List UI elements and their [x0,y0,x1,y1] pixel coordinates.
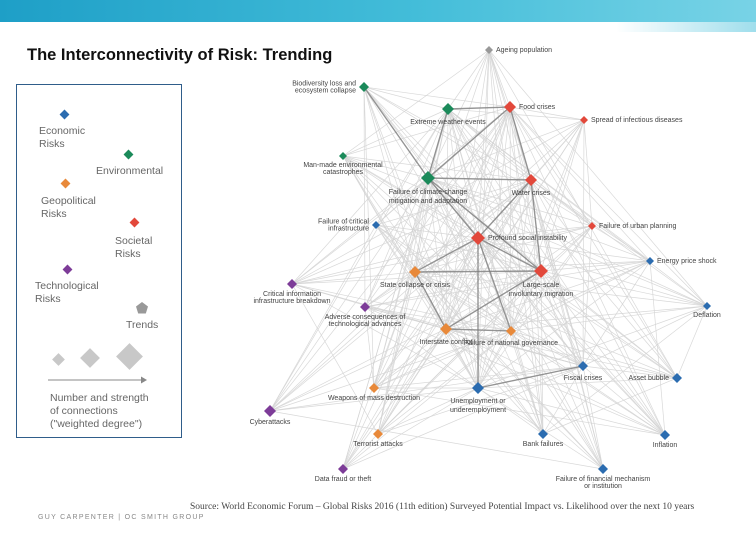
connection-edge [511,306,707,331]
risk-node-label: Failure of climate-change mitigation and adaptation [388,189,468,205]
connection-edge [489,50,707,306]
risk-node-urban [588,222,677,230]
risk-node-ageing [485,46,552,54]
risk-node-extreme [410,103,486,126]
risk-node-cyber [250,405,291,426]
legend-economic-label: Economic Risks [39,125,86,150]
risk-node-infectious [580,116,683,124]
risk-node-label: Food crises [519,104,556,111]
legend-arrow [48,376,148,384]
legend-geopolitical-label: Geopolitical Risks [41,195,96,220]
risk-node-label: Water crises [511,190,551,197]
risk-node-label: Profound social instability [488,235,567,242]
risk-node-label: Adverse consequences of technological advances [324,314,406,328]
risk-node-label: Energy price shock [657,258,717,265]
connection-edge [270,411,603,469]
risk-node-finmech [556,464,651,490]
legend-economic-diamond [60,110,70,120]
legend-technological-diamond [63,265,73,275]
connection-edge [489,50,510,107]
connection-edge [448,107,510,109]
legend-environmental-diamond [124,150,134,160]
connection-edge [448,50,489,109]
risk-node-label: Biodiversity loss and ecosystem collapse [292,80,356,95]
risk-node-label: Failure of urban planning [599,223,677,230]
legend-size-large [116,343,143,370]
risk-node-label: Spread of infectious diseases [591,117,683,124]
risk-node-wmd [328,383,420,402]
legend-geopolitical-diamond [61,179,71,189]
risk-node-label: Inflation [652,442,678,449]
risk-node-label: Extreme weather events [410,119,486,126]
risk-node-label: Cyberattacks [249,419,291,426]
connection-edge [364,87,510,107]
risk-node-label: Critical information infrastructure breakdown [253,291,331,305]
footer-brand: GUY CARPENTER | OC SMITH GROUP [38,514,205,521]
risk-node-label: Man-made environmental catastrophes [303,162,383,176]
legend-size-small [52,353,65,366]
legend-trends-label: Trends [126,319,159,331]
risk-node-food [504,101,556,113]
risk-node-label: Ageing population [496,47,553,54]
risk-node-label: Interstate conflict [419,339,473,346]
risk-node-datafraud [315,464,371,483]
source-note: Source: World Economic Forum – Global Risks 2016 (11th edition) Surveyed Potential Impact vs. Likelihood over the next 10 years [190,502,695,512]
legend-connections-label: Number and strength of connections ("weighted degree") [50,392,149,430]
connection-edge [374,329,446,388]
connection-edge [583,120,584,366]
risk-node-marker [472,382,484,394]
risk-node-label: Failure of financial mechanism or institution [555,476,651,490]
risk-node-label: Data fraud or theft [314,476,372,483]
connection-edge [270,366,583,411]
slide-title: The Interconnectivity of Risk: Trending [27,46,333,64]
connection-edge [531,180,665,435]
connection-edge [343,107,510,156]
risk-node-label: Terrorist attacks [353,441,403,448]
risk-node-infra [318,219,380,233]
risk-node-label: State collapse or crisis [379,282,451,289]
risk-node-label: Weapons of mass destruction [327,395,421,402]
connection-edge [543,306,707,434]
risk-node-label: Fiscal crises [563,375,603,382]
legend-technological-label: Technological Risks [35,280,99,305]
connection-edge [376,225,603,469]
legend-societal-diamond [130,218,140,228]
connection-edge [364,87,415,272]
risk-node-energy [646,257,717,265]
risk-node-label: Bank failures [522,441,564,448]
legend-environmental-label: Environmental [96,165,164,177]
risk-node-label: Large-scale involuntary migration [508,282,574,298]
legend-societal-label: Societal Risks [115,235,153,260]
legend-box [16,84,182,438]
risk-node-marker [672,373,682,383]
risk-node-banks [523,429,564,448]
risk-node-label: Failure of national governance [463,340,559,347]
connection-edge [270,109,448,411]
risk-node-label: Unemployment or underemployment [449,398,507,414]
legend-trends-pentagon [136,302,148,314]
risk-node-marker [369,383,379,393]
connection-edge [343,156,583,366]
legend-size-medium [80,348,100,368]
connection-edge [343,50,489,156]
connection-edge [478,180,531,238]
connection-edge [584,120,592,226]
risk-node-label: Asset bubble [628,375,669,382]
risk-node-biodiv [292,81,369,95]
connection-edge [650,261,665,435]
risk-node-label: Failure of critical infrastructure [318,218,369,233]
risk-node-label: Deflation [693,312,721,319]
